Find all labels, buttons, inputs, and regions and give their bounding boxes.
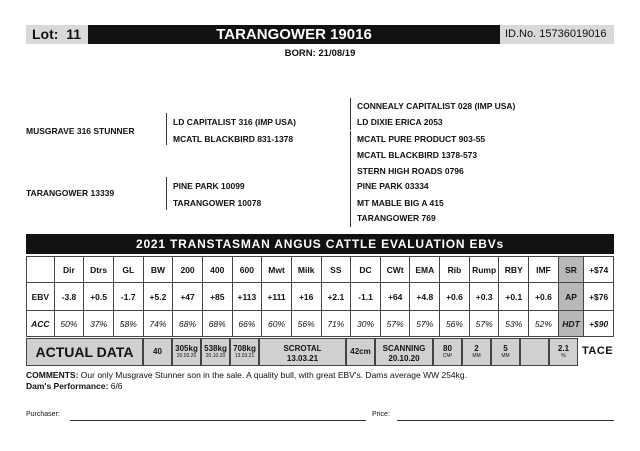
actual-data-strip (26, 338, 614, 366)
pedigree-dds: MT MABLE BIG A 415 (357, 198, 444, 208)
actual-scrotal (259, 338, 346, 366)
acc-value-gl: 58% (113, 311, 143, 337)
actual-bw: 40 (143, 338, 172, 366)
ebv-value-gl: -1.7 (113, 283, 143, 311)
actual-400-value: 538kg (204, 344, 227, 353)
acc-value-dtrs: 37% (84, 311, 114, 337)
acc-value-rby: 53% (499, 311, 529, 337)
ebv-value-cwt: +64 (380, 283, 410, 311)
purchaser-line[interactable] (70, 420, 366, 421)
actual-600-value: 708kg (233, 344, 256, 353)
ebv-corner-cell (27, 257, 55, 283)
rib-unit: MM (472, 353, 481, 359)
ebv-header-rby: RBY (499, 257, 529, 283)
ebv-title: 2021 TRANSTASMAN ANGUS CATTLE EVALUATION EBVs (26, 234, 614, 254)
ebv-header-imf: IMF (529, 257, 559, 283)
rib-value: 2 (474, 344, 479, 353)
ebv-header-600: 600 (232, 257, 262, 283)
actual-200-value: 305kg (175, 344, 198, 353)
born-label: BORN: (284, 48, 316, 59)
scanning-label: SCANNING (382, 344, 426, 353)
price-line[interactable] (397, 420, 614, 421)
acc-value-bw: 74% (143, 311, 173, 337)
acc-value-milk: 56% (291, 311, 321, 337)
pedigree-dss: STERN HIGH ROADS 0796 (357, 166, 464, 176)
pedigree-dam-sire: PINE PARK 10099 (173, 181, 245, 191)
pedigree-sire-dam: MCATL BLACKBIRD 831-1378 (173, 134, 294, 144)
scrotal-label: SCROTAL (283, 344, 322, 353)
pedigree-ddd: TARANGOWER 769 (357, 213, 436, 223)
ebv-value-rump: +0.3 (469, 283, 499, 311)
ebv-value-dc: -1.1 (351, 283, 381, 311)
id-label: ID.No. (505, 28, 537, 40)
comments-label: COMMENTS: (26, 370, 79, 380)
animal-title: TARANGOWER 19016 (88, 25, 500, 44)
ebv-value-dtrs: +0.5 (84, 283, 114, 311)
ebv-accuracy-row (27, 311, 614, 337)
ebv-value-ema: +4.8 (410, 283, 440, 311)
id-value: 15736019016 (539, 28, 607, 40)
acc-value-rump: 57% (469, 311, 499, 337)
acc-value-600: 66% (232, 311, 262, 337)
index-price-sr: +$74 (584, 257, 614, 283)
dam-performance-label: Dam's Performance: (26, 381, 109, 391)
ebv-value-200: +47 (173, 283, 203, 311)
pedigree-dsd: PINE PARK 03334 (357, 181, 429, 191)
actual-400-date: 20.10.20 (205, 353, 226, 359)
actual-200-date: 20.03.20 (176, 353, 197, 359)
pedigree-bracket (166, 177, 167, 210)
acc-value-400: 68% (202, 311, 232, 337)
acc-value-ema: 57% (410, 311, 440, 337)
index-name-sr: SR (558, 257, 584, 283)
ebv-table (26, 256, 614, 337)
index-name-hdt: HDT (558, 311, 584, 337)
ebv-value-rib: +0.6 (440, 283, 470, 311)
scanning-date: 20.10.20 (388, 354, 420, 363)
ebv-value-dir: -3.8 (54, 283, 84, 311)
actual-scanning (375, 338, 433, 366)
rump-unit: MM (501, 353, 510, 359)
actual-rump (491, 338, 520, 366)
ebv-header-dir: Dir (54, 257, 84, 283)
acc-value-cwt: 57% (380, 311, 410, 337)
ebv-header-bw: BW (143, 257, 173, 283)
actual-600-weight (230, 338, 259, 366)
lot-label: Lot: (32, 26, 59, 42)
ebv-value-400: +85 (202, 283, 232, 311)
actual-rby-empty (520, 338, 549, 366)
pedigree-sss: CONNEALY CAPITALIST 028 (IMP USA) (357, 101, 516, 111)
tace-logo-text: TACE (582, 345, 614, 357)
price-label: Price: (372, 411, 390, 418)
ebv-row-label: EBV (27, 283, 55, 311)
pedigree-dam: TARANGOWER 13339 (26, 188, 115, 198)
lot-number: 11 (66, 26, 82, 42)
actual-400-weight (201, 338, 230, 366)
actual-imf (549, 338, 578, 366)
acc-value-dc: 30% (351, 311, 381, 337)
actual-ema (433, 338, 462, 366)
purchaser-label: Purchaser: (26, 411, 60, 418)
ebv-header-400: 400 (202, 257, 232, 283)
pedigree-sire: MUSGRAVE 316 STUNNER (26, 126, 135, 136)
born-line (0, 48, 640, 59)
ebv-header-dtrs: Dtrs (84, 257, 114, 283)
ebv-header-row (27, 257, 614, 283)
ebv-header-ema: EMA (410, 257, 440, 283)
ema-unit: CM² (442, 353, 453, 359)
ebv-value-bw: +5.2 (143, 283, 173, 311)
ema-value: 80 (443, 344, 452, 353)
ebv-header-200: 200 (173, 257, 203, 283)
ebv-header-ss: SS (321, 257, 351, 283)
ebv-value-imf: +0.6 (529, 283, 559, 311)
actual-rib (462, 338, 491, 366)
imf-unit: % (561, 353, 566, 359)
actual-200-weight (172, 338, 201, 366)
pedigree-sds: MCATL PURE PRODUCT 903-55 (357, 134, 486, 144)
ebv-value-milk: +16 (291, 283, 321, 311)
ebv-value-rby: +0.1 (499, 283, 529, 311)
actual-data-label: ACTUAL DATA (26, 338, 143, 366)
pedigree-ssd: LD DIXIE ERICA 2053 (357, 117, 443, 127)
dam-performance-value: 6/6 (110, 381, 123, 391)
pedigree-bracket (166, 113, 167, 145)
actual-600-date: 13.03.21 (234, 353, 255, 359)
ebv-value-mwt: +111 (262, 283, 292, 311)
ebv-header-milk: Milk (291, 257, 321, 283)
acc-value-ss: 71% (321, 311, 351, 337)
pedigree-bracket (350, 163, 351, 195)
pedigree-dam-dam: TARANGOWER 10078 (173, 198, 262, 208)
ebv-header-gl: GL (113, 257, 143, 283)
tace-logo (578, 338, 614, 366)
ebv-header-dc: DC (351, 257, 381, 283)
rump-value: 5 (503, 344, 508, 353)
comments-text: Our only Musgrave Stunner son in the sale. A quality bull, with great EBV's. Dams average WW 254kg. (80, 370, 467, 380)
ebv-value-ss: +2.1 (321, 283, 351, 311)
acc-value-200: 68% (173, 311, 203, 337)
acc-row-label: ACC (27, 311, 55, 337)
comments (26, 370, 616, 380)
pedigree-sire-sire: LD CAPITALIST 316 (IMP USA) (173, 117, 296, 127)
ebv-header-rump: Rump (469, 257, 499, 283)
ebv-header-rib: Rib (440, 257, 470, 283)
ebv-values-row (27, 283, 614, 311)
pedigree-bracket (350, 131, 351, 163)
scrotal-date: 13.03.21 (286, 354, 319, 363)
acc-value-dir: 50% (54, 311, 84, 337)
dam-performance (26, 381, 123, 391)
actual-ss: 42cm (346, 338, 375, 366)
born-date: 21/08/19 (318, 48, 356, 59)
lot-box (26, 25, 88, 44)
pedigree-bracket (350, 98, 351, 130)
pedigree-bracket (350, 195, 351, 227)
index-name-ap: AP (558, 283, 584, 311)
id-box (500, 25, 614, 44)
ebv-value-600: +113 (232, 283, 262, 311)
acc-value-rib: 56% (440, 311, 470, 337)
imf-value: 2.1 (557, 344, 570, 353)
acc-value-mwt: 60% (262, 311, 292, 337)
acc-value-imf: 52% (529, 311, 559, 337)
ebv-header-mwt: Mwt (262, 257, 292, 283)
index-price-ap: +$76 (584, 283, 614, 311)
pedigree-sdd: MCATL BLACKBIRD 1378-573 (357, 150, 478, 160)
ebv-header-cwt: CWt (380, 257, 410, 283)
index-price-hdt: +$90 (584, 311, 614, 337)
